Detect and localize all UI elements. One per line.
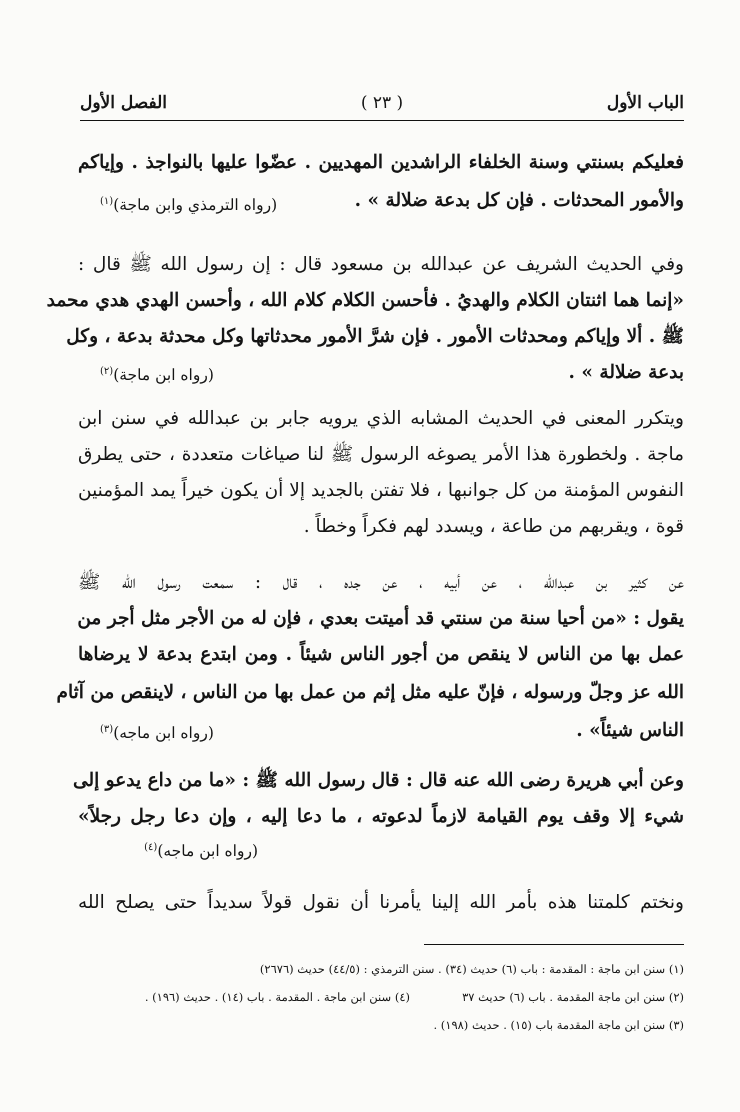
footnote-ref: (٤) bbox=[144, 842, 158, 853]
footnote-ref: (٣) bbox=[100, 724, 114, 735]
text-line: ﷺ . ألا وإياكم ومحدثات الأمور . فإن شرَّ الأمور محدثاتها وكل محدثة بدعة ، وكل bbox=[66, 326, 684, 347]
chapter-title: الباب الأول bbox=[606, 93, 684, 113]
footnote: (٣) سنن ابن ماجة المقدمة باب (١٥) . حديث (١٩٨) . bbox=[433, 1018, 684, 1032]
text-line: والأمور المحدثات . فإن كل بدعة ضلالة » . bbox=[354, 190, 684, 211]
running-header bbox=[80, 93, 684, 117]
hadith-source: (رواه الترمذي وابن ماجة)$^{(١)}$ bbox=[100, 196, 278, 215]
footnote: (٤) سنن ابن ماجة . المقدمة . باب (١٤) . حديث (١٩٦) . bbox=[144, 990, 410, 1004]
section-title: الفصل الأول bbox=[80, 93, 168, 113]
footnote: (١) سنن ابن ماجة : المقدمة : باب (٦) حديث (٣٤) . سنن الترمذي : (٤٤/٥) حديث (٢٦٧٦) bbox=[259, 962, 684, 976]
text-line: فعليكم بسنتي وسنة الخلفاء الراشدين المهديين . عضّوا عليها بالنواجذ . وإياكم bbox=[78, 152, 684, 173]
footnote-ref: (٢) bbox=[100, 366, 114, 377]
hadith-source: (رواه ابن ماجه)$^{(٤)}$ bbox=[144, 842, 258, 861]
text-line: عن كثير بن عبدالله ، عن أبيه ، عن جده ، قال : سمعت رسول الله ﷺ bbox=[78, 572, 684, 593]
text-line: وفي الحديث الشريف عن عبدالله بن مسعود قال : إن رسول الله ﷺ قال : bbox=[78, 254, 684, 275]
text-line: وعن أبي هريرة رضى الله عنه قال : قال رسول الله ﷺ : «ما من داع يدعو إلى bbox=[73, 770, 684, 791]
text-line: عمل بها من الناس لا ينقص من أجور الناس شيئاً . ومن ابتدع بدعة لا يرضاها bbox=[78, 644, 684, 665]
text-line: ويتكرر المعنى في الحديث المشابه الذي يرويه جابر بن عبدالله في سنن ابن bbox=[78, 408, 684, 429]
hadith-source: (رواه ابن ماجه)$^{(٣)}$ bbox=[100, 724, 214, 743]
text-line: ماجة . ولخطورة هذا الأمر يصوغه الرسول ﷺ لنا صياغات متعددة ، حتى يطرق bbox=[78, 444, 684, 465]
text-line: قوة ، ويقربهم من طاعة ، ويسدد لهم فكراً وخطاً . bbox=[303, 516, 684, 537]
hadith-source: (رواه ابن ماجة)$^{(٢)}$ bbox=[100, 366, 214, 385]
text-line: بدعة ضلالة » . bbox=[568, 362, 684, 383]
header-rule bbox=[80, 120, 684, 121]
text-line: الناس شيئاً» . bbox=[576, 720, 684, 741]
text-line: النفوس المؤمنة من كل جوانبها ، فلا تفتن بالجديد إلا أن يكون خيراً يمد المؤمنين bbox=[78, 480, 684, 501]
text-line: الله عز وجلّ ورسوله ، فإنّ عليه مثل إثم من عمل بها من الناس ، لاينقص من آثام bbox=[56, 682, 684, 703]
footnote-ref: (١) bbox=[100, 196, 114, 207]
page-number: ( ٢٣ ) bbox=[360, 93, 404, 113]
text-line: يقول : «من أحيا سنة من سنتي قد أميتت بعدي ، فإن له من الأجر مثل أجر من bbox=[77, 608, 684, 629]
text-line: «إنما هما اثنتان الكلام والهديُ . فأحسن الكلام كلام الله ، وأحسن الهدي هدي محمد bbox=[46, 290, 684, 311]
text-line: شيء إلا وقف يوم القيامة لازماً لدعوته ، ما دعا إليه ، وإن دعا رجل رجلاً» bbox=[78, 806, 684, 827]
footnote: (٢) سنن ابن ماجة المقدمة . باب (٦) حديث ٣٧ bbox=[462, 990, 684, 1004]
text-line: ونختم كلمتنا هذه بأمر الله إلينا يأمرنا أن نقول قولاً سديداً حتى يصلح الله bbox=[78, 892, 684, 913]
footnote-rule bbox=[424, 944, 684, 945]
